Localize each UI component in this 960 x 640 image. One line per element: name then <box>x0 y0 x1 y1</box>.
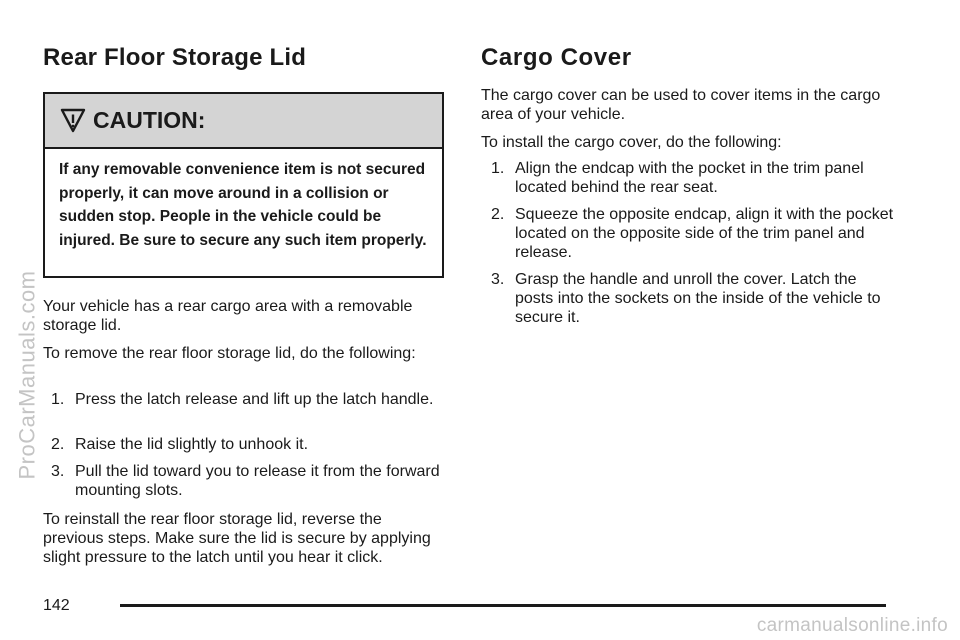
caution-header <box>45 94 442 149</box>
bottom-watermark: carmanualsonline.info <box>756 615 948 636</box>
list-item <box>51 435 444 454</box>
paragraph: To remove the rear floor storage lid, do the following: <box>43 345 416 362</box>
paragraph: To reinstall the rear floor storage lid, reverse the previous steps. Make sure the lid is secure by applying slight pressure to the latch until you hear it click. <box>43 511 431 566</box>
step-text: Press the latch release and lift up the latch handle. <box>75 391 434 408</box>
page-number: 142 <box>43 597 70 614</box>
paragraph: The cargo cover can be used to cover items in the cargo area of your vehicle. <box>481 87 881 123</box>
side-watermark <box>7 200 47 550</box>
step-text: Raise the lid slightly to unhook it. <box>75 436 309 453</box>
step-text: Pull the lid toward you to release it from the forward mounting slots. <box>75 463 440 499</box>
step-number: 3. <box>491 271 505 288</box>
list-item <box>491 159 896 197</box>
footer-divider <box>120 604 886 607</box>
list-item <box>491 205 896 262</box>
side-watermark-text: ProCarManuals.com <box>14 270 40 480</box>
step-number: 1. <box>51 391 65 408</box>
step-number: 2. <box>491 206 505 223</box>
caution-text: If any removable convenience item is not secured properly, it can move around in a collision or sudden stop. People in the vehicle could be injured. Be sure to secure any such item properly. <box>59 161 427 249</box>
section-heading-rear-floor-storage-lid: Rear Floor Storage Lid <box>43 44 307 71</box>
paragraph: To install the cargo cover, do the following: <box>481 134 782 151</box>
step-number: 2. <box>51 436 65 453</box>
list-item <box>51 390 444 409</box>
caution-title: CAUTION: <box>93 107 206 133</box>
step-text: Align the endcap with the pocket in the trim panel located behind the rear seat. <box>515 160 864 196</box>
step-text: Grasp the handle and unroll the cover. Latch the posts into the sockets on the inside of the vehicle to secure it. <box>515 271 881 326</box>
paragraph: Your vehicle has a rear cargo area with a removable storage lid. <box>43 298 413 334</box>
caution-triangle-icon <box>59 108 87 134</box>
step-number: 3. <box>51 463 65 480</box>
step-text: Squeeze the opposite endcap, align it with the pocket located on the opposite side of the trim panel and release. <box>515 206 894 261</box>
section-heading-cargo-cover: Cargo Cover <box>481 44 632 71</box>
list-item <box>491 270 896 327</box>
caution-box <box>43 92 444 278</box>
step-number: 1. <box>491 160 505 177</box>
list-item <box>51 462 444 500</box>
